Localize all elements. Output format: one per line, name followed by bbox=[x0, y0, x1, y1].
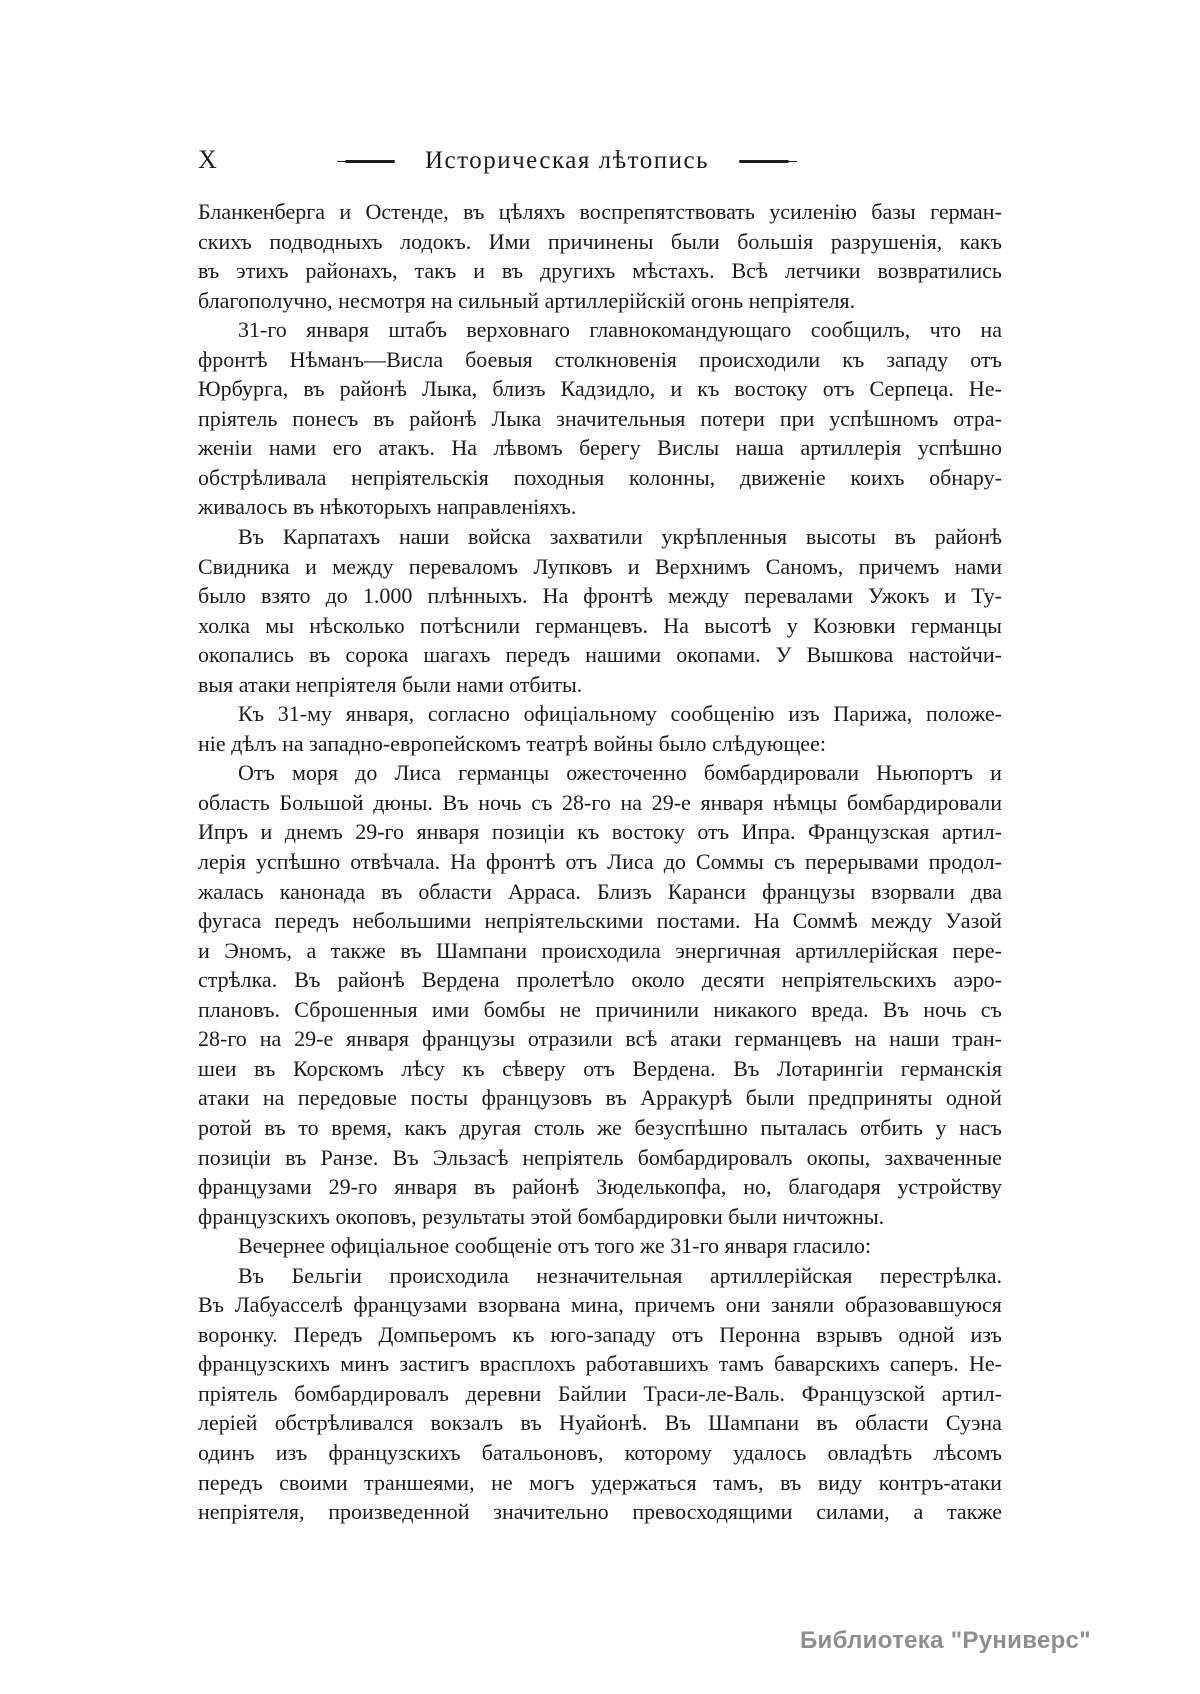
text-line: французскихъ минъ застигъ врасплохъ работавшихъ тамъ баварскихъ саперъ. Не- bbox=[198, 1351, 1002, 1377]
text-line: Бланкенберга и Остенде, въ цѣляхъ воспрепятствовать усиленію базы герман- bbox=[198, 199, 1002, 224]
text-line: Въ Лабуасселѣ французами взорвана мина, причемъ они заняли образовавшуюся bbox=[198, 1292, 1002, 1318]
text-line: живалось въ нѣкоторыхъ направленіяхъ. bbox=[198, 494, 577, 520]
text-line: непріятеля, произведенной значительно превосходящими силами, а также bbox=[198, 1499, 1002, 1525]
text-line: женіи нами его атакъ. На лѣвомъ берегу Вислы наша артиллерія успѣшно bbox=[198, 435, 1002, 461]
text-line: Вечернее офиціальное сообщеніе отъ того же 31-го января гласило: bbox=[238, 1233, 872, 1259]
text-line: французскихъ окоповъ, результаты этой бомбардировки были ничтожны. bbox=[198, 1203, 885, 1229]
text-line: леріей обстрѣливался вокзалъ въ Нуайонѣ. Въ Шампани въ области Суэна bbox=[198, 1410, 1002, 1436]
text-line: шеи въ Корскомъ лѣсу къ сѣверу отъ Вердена. Въ Лотарингіи германскія bbox=[198, 1055, 1002, 1081]
page-header bbox=[198, 144, 1002, 178]
text-line: Отъ моря до Лиса германцы ожесточенно бомбардировали Ньюпортъ и bbox=[238, 760, 1002, 786]
text-line: ротой въ то время, какъ другая столь же безуспѣшно пыталась отбить у насъ bbox=[198, 1114, 1002, 1140]
running-title bbox=[198, 144, 936, 178]
text-line: передъ своими траншеями, не могъ удержаться тамъ, въ виду контръ-атаки bbox=[198, 1469, 1002, 1495]
text-line: 31-го января штабъ верховнаго главнокомандующаго сообщилъ, что на bbox=[238, 317, 1002, 343]
text-line: Къ 31-му января, согласно офиціальному сообщенію изъ Парижа, положе- bbox=[238, 701, 1002, 727]
text-line: было взято до 1.000 плѣнныхъ. На фронтѣ между перевалами Ужокъ и Ту- bbox=[198, 583, 1002, 609]
text-line: выя атаки непріятеля были нами отбиты. bbox=[198, 671, 583, 697]
text-line: пріятель бомбардировалъ деревни Байлии Траси-ле-Валь. Французской артил- bbox=[198, 1380, 1002, 1406]
text-line: плановъ. Сброшенныя ими бомбы не причинили никакого вреда. Въ ночь съ bbox=[198, 996, 1002, 1022]
watermark: Библиотека "Руниверс" bbox=[800, 1627, 1091, 1654]
text-line: одинъ изъ французскихъ батальоновъ, которому удалось овладѣть лѣсомъ bbox=[198, 1439, 1002, 1465]
text-line: воронку. Передъ Домпьеромъ къ юго-западу отъ Перонна взрывъ одной изъ bbox=[198, 1321, 1002, 1347]
text-line: и Эномъ, а также въ Шампани происходила энергичная артиллерійская пере- bbox=[198, 937, 1002, 963]
text-line: Въ Карпатахъ наши войска захватили укрѣпленныя высоты въ районѣ bbox=[238, 524, 1002, 550]
text-line: атаки на передовые посты французовъ въ Арракурѣ были предприняты одной bbox=[198, 1085, 1002, 1111]
text-line: стрѣлка. Въ районѣ Вердена пролетѣло около десяти непріятельскихъ аэро- bbox=[198, 967, 1002, 993]
text-line: пріятель понесъ въ районѣ Лыка значительныя потери при успѣшномъ отра- bbox=[198, 405, 1002, 431]
text-line: область Большой дюны. Въ ночь съ 28-го на 29-е января нѣмцы бомбардировали bbox=[198, 789, 1002, 815]
text-line: скихъ подводныхъ лодокъ. Ими причинены были большія разрушенія, какъ bbox=[198, 228, 1002, 254]
text-line: 28-го на 29-е января французы отразили всѣ атаки германцевъ на наши тран- bbox=[198, 1026, 1002, 1052]
text-line: благополучно, несмотря на сильный артиллерійскій огонь непріятеля. bbox=[198, 287, 856, 313]
text-line: лерія успѣшно отвѣчала. На фронтѣ отъ Лиса до Соммы съ перерывами продол- bbox=[198, 849, 1002, 875]
text-line: ніе дѣлъ на западно-европейскомъ театрѣ войны было слѣдующее: bbox=[198, 730, 826, 756]
right-dash-ornament bbox=[739, 160, 789, 163]
text-line: фронтѣ Нѣманъ—Висла боевыя столкновенія происходили къ западу отъ bbox=[198, 346, 1002, 372]
text-line: Въ Бельгіи происходила незначительная артиллерійская перестрѣлка. bbox=[238, 1262, 1002, 1288]
text-line: холка мы нѣсколько потѣснили германцевъ. На высотѣ у Козювки германцы bbox=[198, 612, 1002, 638]
text-line: жалась канонада въ области Арраса. Близъ Каранси французы взорвали два bbox=[198, 878, 1002, 904]
text-line: позиціи въ Ранзе. Въ Эльзасѣ непріятель бомбардировалъ окопы, захваченные bbox=[198, 1144, 1002, 1170]
text-line: Юрбурга, въ районѣ Лыка, близъ Кадзидло, и къ востоку отъ Серпеца. Не- bbox=[198, 376, 1002, 402]
text-line: обстрѣливала непріятельскія походныя колонны, движеніе коихъ обнару- bbox=[198, 464, 1002, 490]
body-text bbox=[198, 197, 1002, 1527]
text-line: окопались въ сорока шагахъ передъ нашими окопами. У Вышкова настойчи- bbox=[198, 642, 1002, 668]
left-dash-ornament bbox=[345, 160, 395, 163]
page-number: X bbox=[198, 145, 218, 174]
text-line: Ипръ и днемъ 29-го января позиціи къ востоку отъ Ипра. Французская артил- bbox=[198, 819, 1002, 845]
running-title-text: Историческая лѣтопись bbox=[424, 147, 710, 174]
text-line: французами 29-го января въ районѣ Зюделькопфа, но, благодаря устройству bbox=[198, 1174, 1002, 1200]
text-line: фугаса передъ небольшими непріятельскими постами. На Соммѣ между Уазой bbox=[198, 908, 1002, 934]
text-line: Свидника и между переваломъ Лупковъ и Верхнимъ Саномъ, причемъ нами bbox=[198, 553, 1002, 579]
text-line: въ этихъ районахъ, такъ и въ другихъ мѣстахъ. Всѣ летчики возвратились bbox=[198, 258, 1002, 284]
